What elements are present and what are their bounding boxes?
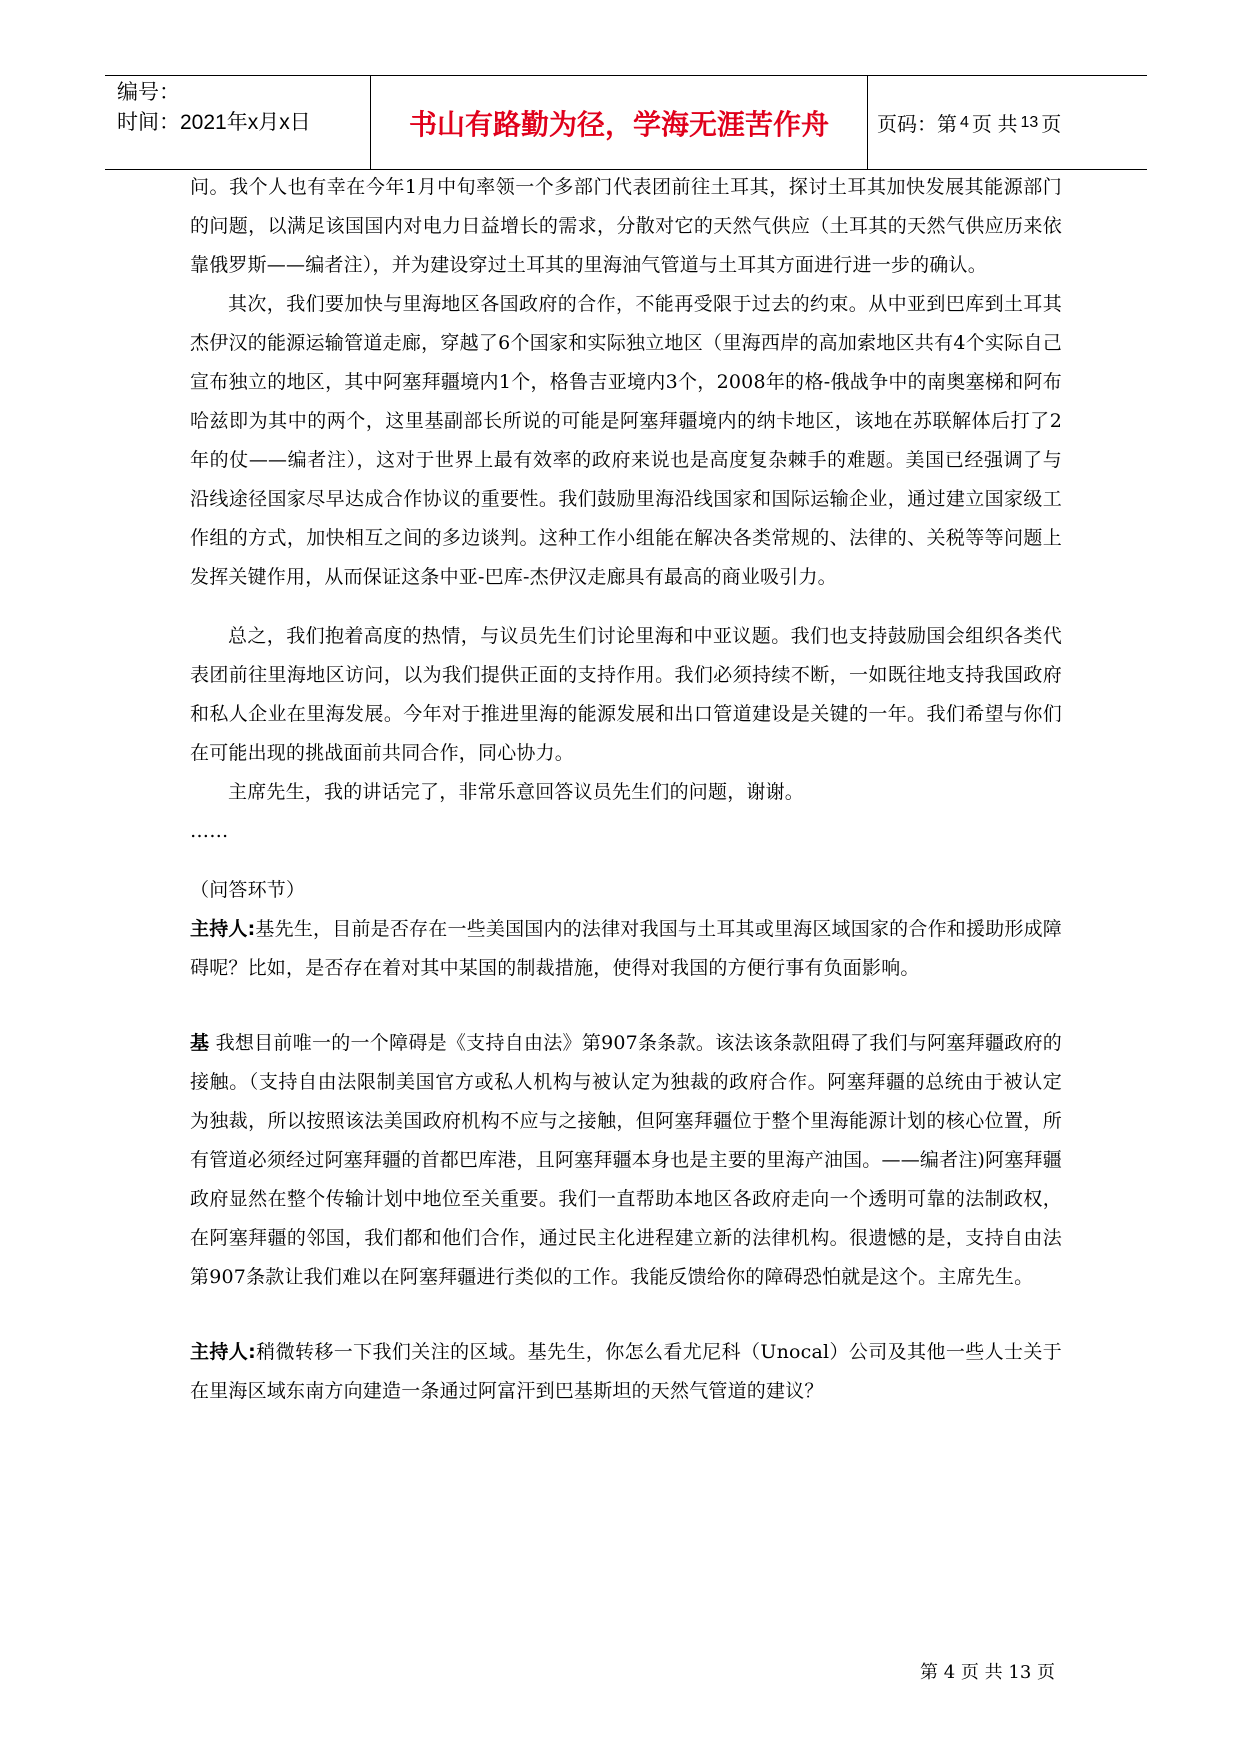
header-page-info — [877, 76, 1147, 169]
page-total: 13 — [1020, 113, 1039, 131]
document-body — [190, 168, 1062, 1411]
question-1-speaker: 主持人: — [190, 918, 256, 940]
question-2 — [190, 1333, 1062, 1411]
paragraph-4: 主席先生，我的讲话完了，非常乐意回答议员先生们的问题，谢谢。 — [228, 781, 805, 803]
page-prefix: 页码：第 — [877, 114, 957, 136]
page-header — [105, 75, 1147, 170]
question-1-text: 基先生，目前是否存在一些美国国内的法律对我国与土耳其或里海区域国家的合作和援助形成障碍呢？比如，是否存在着对其中某国的制裁措施，使得对我国的方便行事有负面影响。 — [190, 918, 1062, 979]
page-suffix: 页 — [1041, 114, 1062, 136]
ellipsis: …… — [190, 820, 229, 842]
answer-1 — [190, 1024, 1062, 1297]
question-1 — [190, 910, 1062, 988]
paragraph-2: 其次，我们要加快与里海地区各国政府的合作，不能再受限于过去的约束。从中亚到巴库到土耳其杰伊汉的能源运输管道走廊，穿越了6个国家和实际独立地区（里海西岸的高加索地区共有4个实际自己宣布独立的地区，其中阿塞拜疆境内1个，格鲁吉亚境内3个，2008年的格-俄战争中的南奥塞梯和阿布哈兹即为其中的两个，这里基副部长所说的可能是阿塞拜疆境内的纳卡地区，该地在苏联解体后打了2年的仗——编者注），这对于世界上最有效率的政府来说也是高度复杂棘手的难题。美国已经强调了与沿线途径国家尽早达成合作协议的重要性。我们鼓励里海沿线国家和国际运输企业，通过建立国家级工作组的方式，加快相互之间的多边谈判。这种工作小组能在解决各类常规的、法律的、关税等等问题上发挥关键作用，从而保证这条中亚-巴库-杰伊汉走廊具有最高的商业吸引力。 — [190, 293, 1062, 588]
question-2-speaker: 主持人: — [190, 1341, 256, 1363]
page-footer: 第 4 页 共 13 页 — [920, 1662, 1055, 1683]
paragraph-3: 总之，我们抱着高度的热情，与议员先生们讨论里海和中亚议题。我们也支持鼓励国会组织各类代表团前往里海地区访问，以为我们提供正面的支持作用。我们必须持续不断，一如既往地支持我国政府和私人企业在里海发展。今年对于推进里海的能源发展和出口管道建设是关键的一年。我们希望与你们在可能出现的挑战面前共同合作，同心协力。 — [190, 625, 1062, 764]
answer-1-speaker: 基 — [190, 1032, 210, 1054]
qa-section-label: （问答环节） — [190, 879, 306, 901]
header-motto: 书山有路勤为径，学海无涯苦作舟 — [370, 76, 868, 169]
paragraph-1: 问。我个人也有幸在今年1月中旬率领一个多部门代表团前往土耳其，探讨土耳其加快发展其能源部门的问题，以满足该国国内对电力日益增长的需求，分散对它的天然气供应（土耳其的天然气供应历来依靠俄罗斯——编者注），并为建设穿过土耳其的里海油气管道与土耳其方面进行进一步的确认。 — [190, 176, 1062, 276]
document-time-label: 时间：2021年x月x日 — [117, 111, 311, 134]
document-number-label: 编号： — [117, 81, 180, 104]
page-mid: 页 共 — [971, 114, 1018, 136]
header-left-info — [117, 78, 362, 138]
answer-1-text: 我想目前唯一的一个障碍是《支持自由法》第907条条款。该法该条款阻碍了我们与阿塞拜疆政府的接触。（支持自由法限制美国官方或私人机构与被认定为独裁的政府合作。阿塞拜疆的总统由于被认定为独裁，所以按照该法美国政府机构不应与之接触，但阿塞拜疆位于整个里海能源计划的核心位置，所有管道必须经过阿塞拜疆的首都巴库港，且阿塞拜疆本身也是主要的里海产油国。——编者注)阿塞拜疆政府显然在整个传输计划中地位至关重要。我们一直帮助本地区各政府走向一个透明可靠的法制政权，在阿塞拜疆的邻国，我们都和他们合作，通过民主化进程建立新的法律机构。很遗憾的是，支持自由法第907条款让我们难以在阿塞拜疆进行类似的工作。我能反馈给你的障碍恐怕就是这个。主席先生。 — [190, 1032, 1062, 1288]
page-number: 4 — [960, 113, 969, 131]
question-2-text: 稍微转移一下我们关注的区域。基先生，你怎么看尤尼科（Unocal）公司及其他一些人士关于在里海区域东南方向建造一条通过阿富汗到巴基斯坦的天然气管道的建议？ — [190, 1341, 1062, 1402]
